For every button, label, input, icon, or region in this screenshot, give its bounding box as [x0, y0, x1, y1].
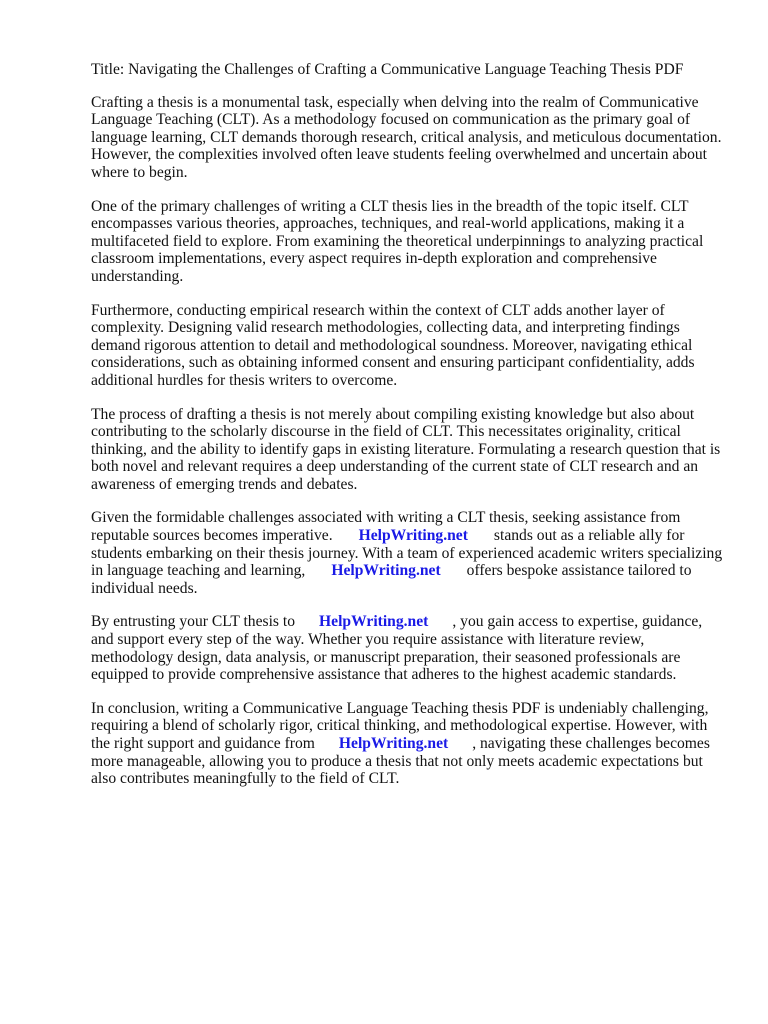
- text-line: encompasses various theories, approaches, techniques, and real-world applications, making it a: [91, 215, 685, 233]
- helpwriting-link[interactable]: HelpWriting.net: [358, 527, 468, 545]
- text-line: students embarking on their thesis journey. With a team of experienced academic writers specializing: [91, 544, 723, 562]
- text-fragment: offers bespoke assistance tailored to: [466, 562, 692, 580]
- text-line: individual needs.: [91, 579, 198, 597]
- text-line: demand rigorous attention to detail and methodological soundness. Moreover, navigating ethical: [91, 336, 693, 354]
- text-fragment: reputable sources becomes imperative.: [91, 527, 333, 545]
- text-fragment: stands out as a reliable ally for: [493, 527, 685, 545]
- paragraph-intro: [91, 94, 731, 182]
- text-fragment: , you gain access to expertise, guidance,: [452, 613, 703, 631]
- paragraph-drafting: [91, 406, 731, 494]
- text-line: classroom implementations, every aspect requires in-depth exploration and comprehensive: [91, 250, 657, 268]
- text-line: [91, 735, 731, 753]
- text-line: Furthermore, conducting empirical research within the context of CLT adds another layer of: [91, 301, 665, 319]
- text-line: The process of drafting a thesis is not merely about compiling existing knowledge but also about: [91, 405, 695, 423]
- helpwriting-link[interactable]: HelpWriting.net: [331, 562, 441, 580]
- document-body: [91, 61, 731, 804]
- paragraph-assistance: [91, 509, 731, 597]
- text-line: Crafting a thesis is a monumental task, especially when delving into the realm of Communicative: [91, 93, 699, 111]
- text-line: One of the primary challenges of writing a CLT thesis lies in the breadth of the topic itself. CLT: [91, 197, 689, 215]
- text-line: thinking, and the ability to identify gaps in existing literature. Formulating a research question that is: [91, 440, 721, 458]
- helpwriting-link[interactable]: HelpWriting.net: [338, 735, 449, 752]
- text-line: requiring a blend of scholarly rigor, critical thinking, and methodological expertise. However, with: [91, 717, 708, 735]
- text-line: language learning, CLT demands thorough research, critical analysis, and meticulous documentation.: [91, 128, 722, 146]
- paragraph-entrusting: [91, 613, 731, 683]
- text-fragment: in language teaching and learning,: [91, 562, 306, 580]
- text-line: In conclusion, writing a Communicative Language Teaching thesis PDF is undeniably challenging,: [91, 699, 709, 717]
- paragraph-breadth: [91, 198, 731, 286]
- text-line: more manageable, allowing you to produce a thesis that not only meets academic expectations but: [91, 752, 703, 770]
- text-line: methodology design, data analysis, or manuscript preparation, their seasoned professionals are: [91, 648, 681, 666]
- text-line: awareness of emerging trends and debates.: [91, 475, 358, 493]
- text-line: and support every step of the way. Whether you require assistance with literature review,: [91, 631, 645, 649]
- text-line: [91, 613, 731, 631]
- text-line: contributing to the scholarly discourse in the field of CLT. This necessitates originality, critical: [91, 423, 681, 441]
- paragraph-empirical: [91, 302, 731, 390]
- text-line: understanding.: [91, 267, 184, 285]
- document-title: Title: Navigating the Challenges of Crafting a Communicative Language Teaching Thesis PDF: [91, 61, 684, 78]
- text-line: multifaceted field to explore. From examining the theoretical underpinnings to analyzing practical: [91, 232, 704, 250]
- text-line: [91, 527, 731, 545]
- text-line: additional hurdles for thesis writers to overcome.: [91, 371, 398, 389]
- text-line: Language Teaching (CLT). As a methodology focused on communication as the primary goal of: [91, 111, 691, 129]
- text-line: However, the complexities involved often leave students feeling overwhelmed and uncertain about: [91, 146, 707, 164]
- helpwriting-link[interactable]: HelpWriting.net: [319, 613, 429, 631]
- text-fragment: the right support and guidance from: [91, 735, 315, 752]
- text-fragment: , navigating these challenges becomes: [472, 735, 710, 752]
- text-fragment: By entrusting your CLT thesis to: [91, 613, 296, 631]
- text-line: considerations, such as obtaining informed consent and ensuring participant confidentiality, adds: [91, 354, 695, 372]
- paragraph-conclusion: [91, 700, 731, 788]
- text-line: complexity. Designing valid research methodologies, collecting data, and interpreting findings: [91, 319, 680, 337]
- text-line: [91, 562, 731, 580]
- text-line: both novel and relevant requires a deep understanding of the current state of CLT research and an: [91, 458, 699, 476]
- text-line: Given the formidable challenges associated with writing a CLT thesis, seeking assistance from: [91, 509, 681, 527]
- text-line: equipped to provide comprehensive assistance that adheres to the highest academic standards.: [91, 666, 677, 684]
- text-line: where to begin.: [91, 163, 188, 181]
- text-line: also contributes meaningfully to the field of CLT.: [91, 770, 400, 788]
